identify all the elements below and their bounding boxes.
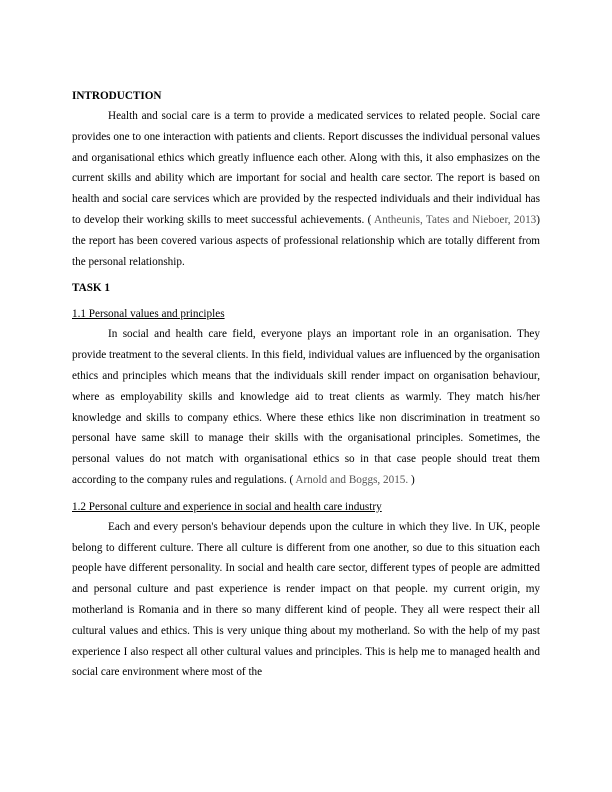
section-1-2-paragraph: Each and every person's behaviour depends upon the culture in which they live. In UK, people belong to different culture. There all culture is different from one another, so due to this situation each people have different personality. In social and health care sector, different types of people are admitted and personal culture and past experience is render impact on that people. my current origin, my motherland is Romania and in there so many different kind of people. They all were respect their all cultural values and ethics. This is very unique thing about my motherland. So with the help of my past experience I also respect all other cultural values and principles. This is help me to managed health and social care environment where most of the — [72, 520, 540, 679]
introduction-paragraph — [72, 106, 540, 272]
section-1-1-citation: Arnold and Boggs, 2015. — [293, 473, 409, 486]
introduction-citation: Antheunis, Tates and Nieboer, 2013 — [371, 213, 537, 226]
task1-heading: TASK 1 — [72, 282, 111, 295]
introduction-heading: INTRODUCTION — [72, 90, 162, 102]
introduction-text-after: ) the report has been covered various aspects of professional relationship which are totally different from the personal relationship. — [72, 213, 541, 268]
section-1-1-text-after: ) — [408, 473, 415, 486]
section-1-1-title: 1.1 Personal values and principles — [72, 308, 225, 321]
document-body — [72, 86, 540, 683]
introduction-text: Health and social care is a term to provide a medicated services to related people. Social care provides one to one interaction with patients and clients. Report discusses the individual personal values and organisational ethics which greatly influence each other. Along with this, it also emphasizes on the current skills and ability which are important for social and health care sector. The report is based on health and social care services which are provided by the respected individuals and their individual has to develop their working skills to meet successful achievements. ( — [72, 110, 540, 226]
section-1-1-paragraph — [72, 324, 540, 490]
section-1-1-text: In social and health care field, everyone plays an important role in an organisation. They provide treatment to the several clients. In this field, individual values are influenced by the organisation ethics and principles which means that the individuals skill render impact on organisation behaviour, where as employability skills and knowledge aid to treat clients as warmly. They match his/her knowledge and skills to company ethics. Where these ethics like non discrimination in treatment so personal have same skill to manage their skills with the organisational principles. Sometimes, the personal values do not match with organisational ethics so in that case people should treat them according to the company rules and regulations. ( — [72, 328, 540, 486]
section-1-2-title: 1.2 Personal culture and experience in social and health care industry — [72, 500, 382, 513]
